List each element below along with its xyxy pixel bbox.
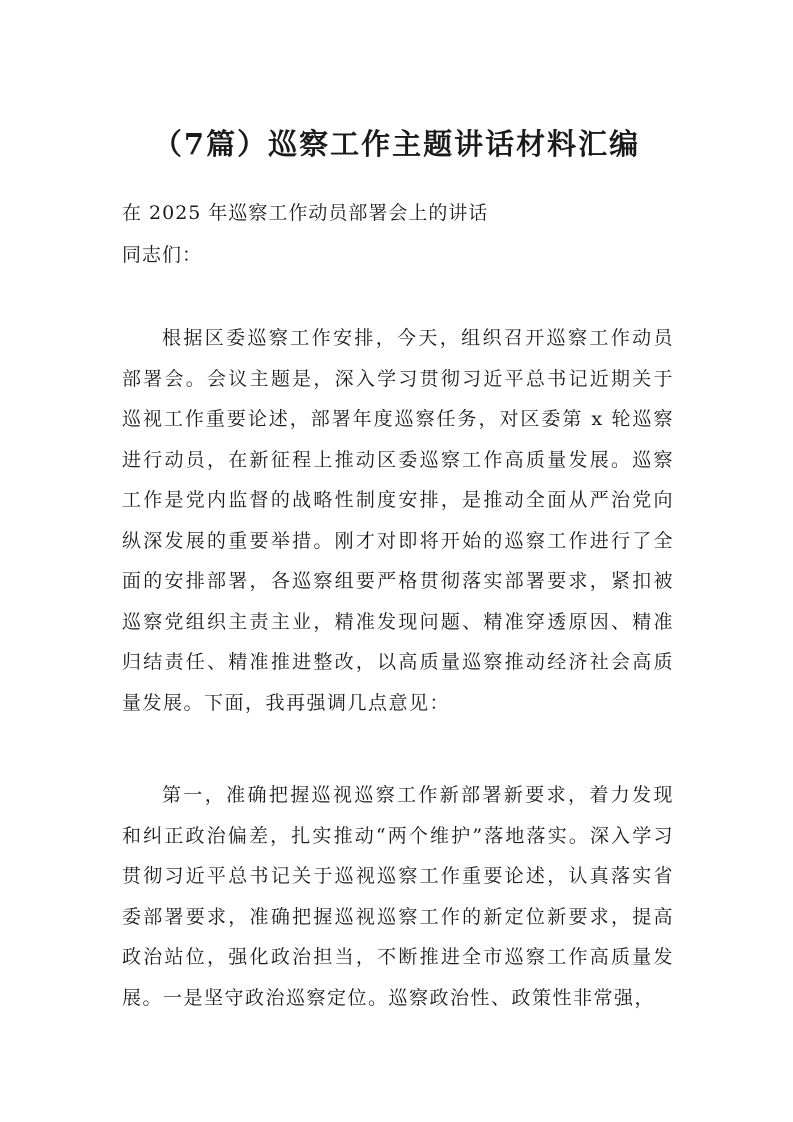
- body-paragraph: 根据区委巡察工作安排，今天，组织召开巡察工作动员部署会。会议主题是，深入学习贯彻习近平总书记近期关于巡视工作重要论述，部署年度巡察任务，对区委第 x 轮巡察进行动员，在新征程上推动区委巡察工作高质量发展。巡察工作是党内监督的战略性制度安排，是推动全面从严治党向纵深发展的重要举措。刚才对即将开始的巡察工作进行了全面的安排部署，各巡察组要严格贯彻落实部署要求，紧扣被巡察党组织主责主业，精准发现问题、精准穿透原因、精准归结责任、精准推进整改，以高质量巡察推动经济社会高质量发展。下面，我再强调几点意见：: [122, 327, 674, 714]
- document-title: （7篇）巡察工作主题讲话材料汇编: [152, 127, 641, 161]
- salutation: 同志们：: [122, 244, 203, 266]
- body-paragraph: 第一，准确把握巡视巡察工作新部署新要求，着力发现和纠正政治偏差，扎实推动“两个维护”落地落实。深入学习贯彻习近平总书记关于巡视巡察工作重要论述，认真落实省委部署要求，准确把握巡视巡察工作的新定位新要求，提高政治站位，强化政治担当，不断推进全市巡察工作高质量发展。一是坚守政治巡察定位。巡察政治性、政策性非常强，: [122, 784, 674, 1009]
- speech-subtitle: 在 2025 年巡察工作动员部署会上的讲话: [122, 202, 489, 224]
